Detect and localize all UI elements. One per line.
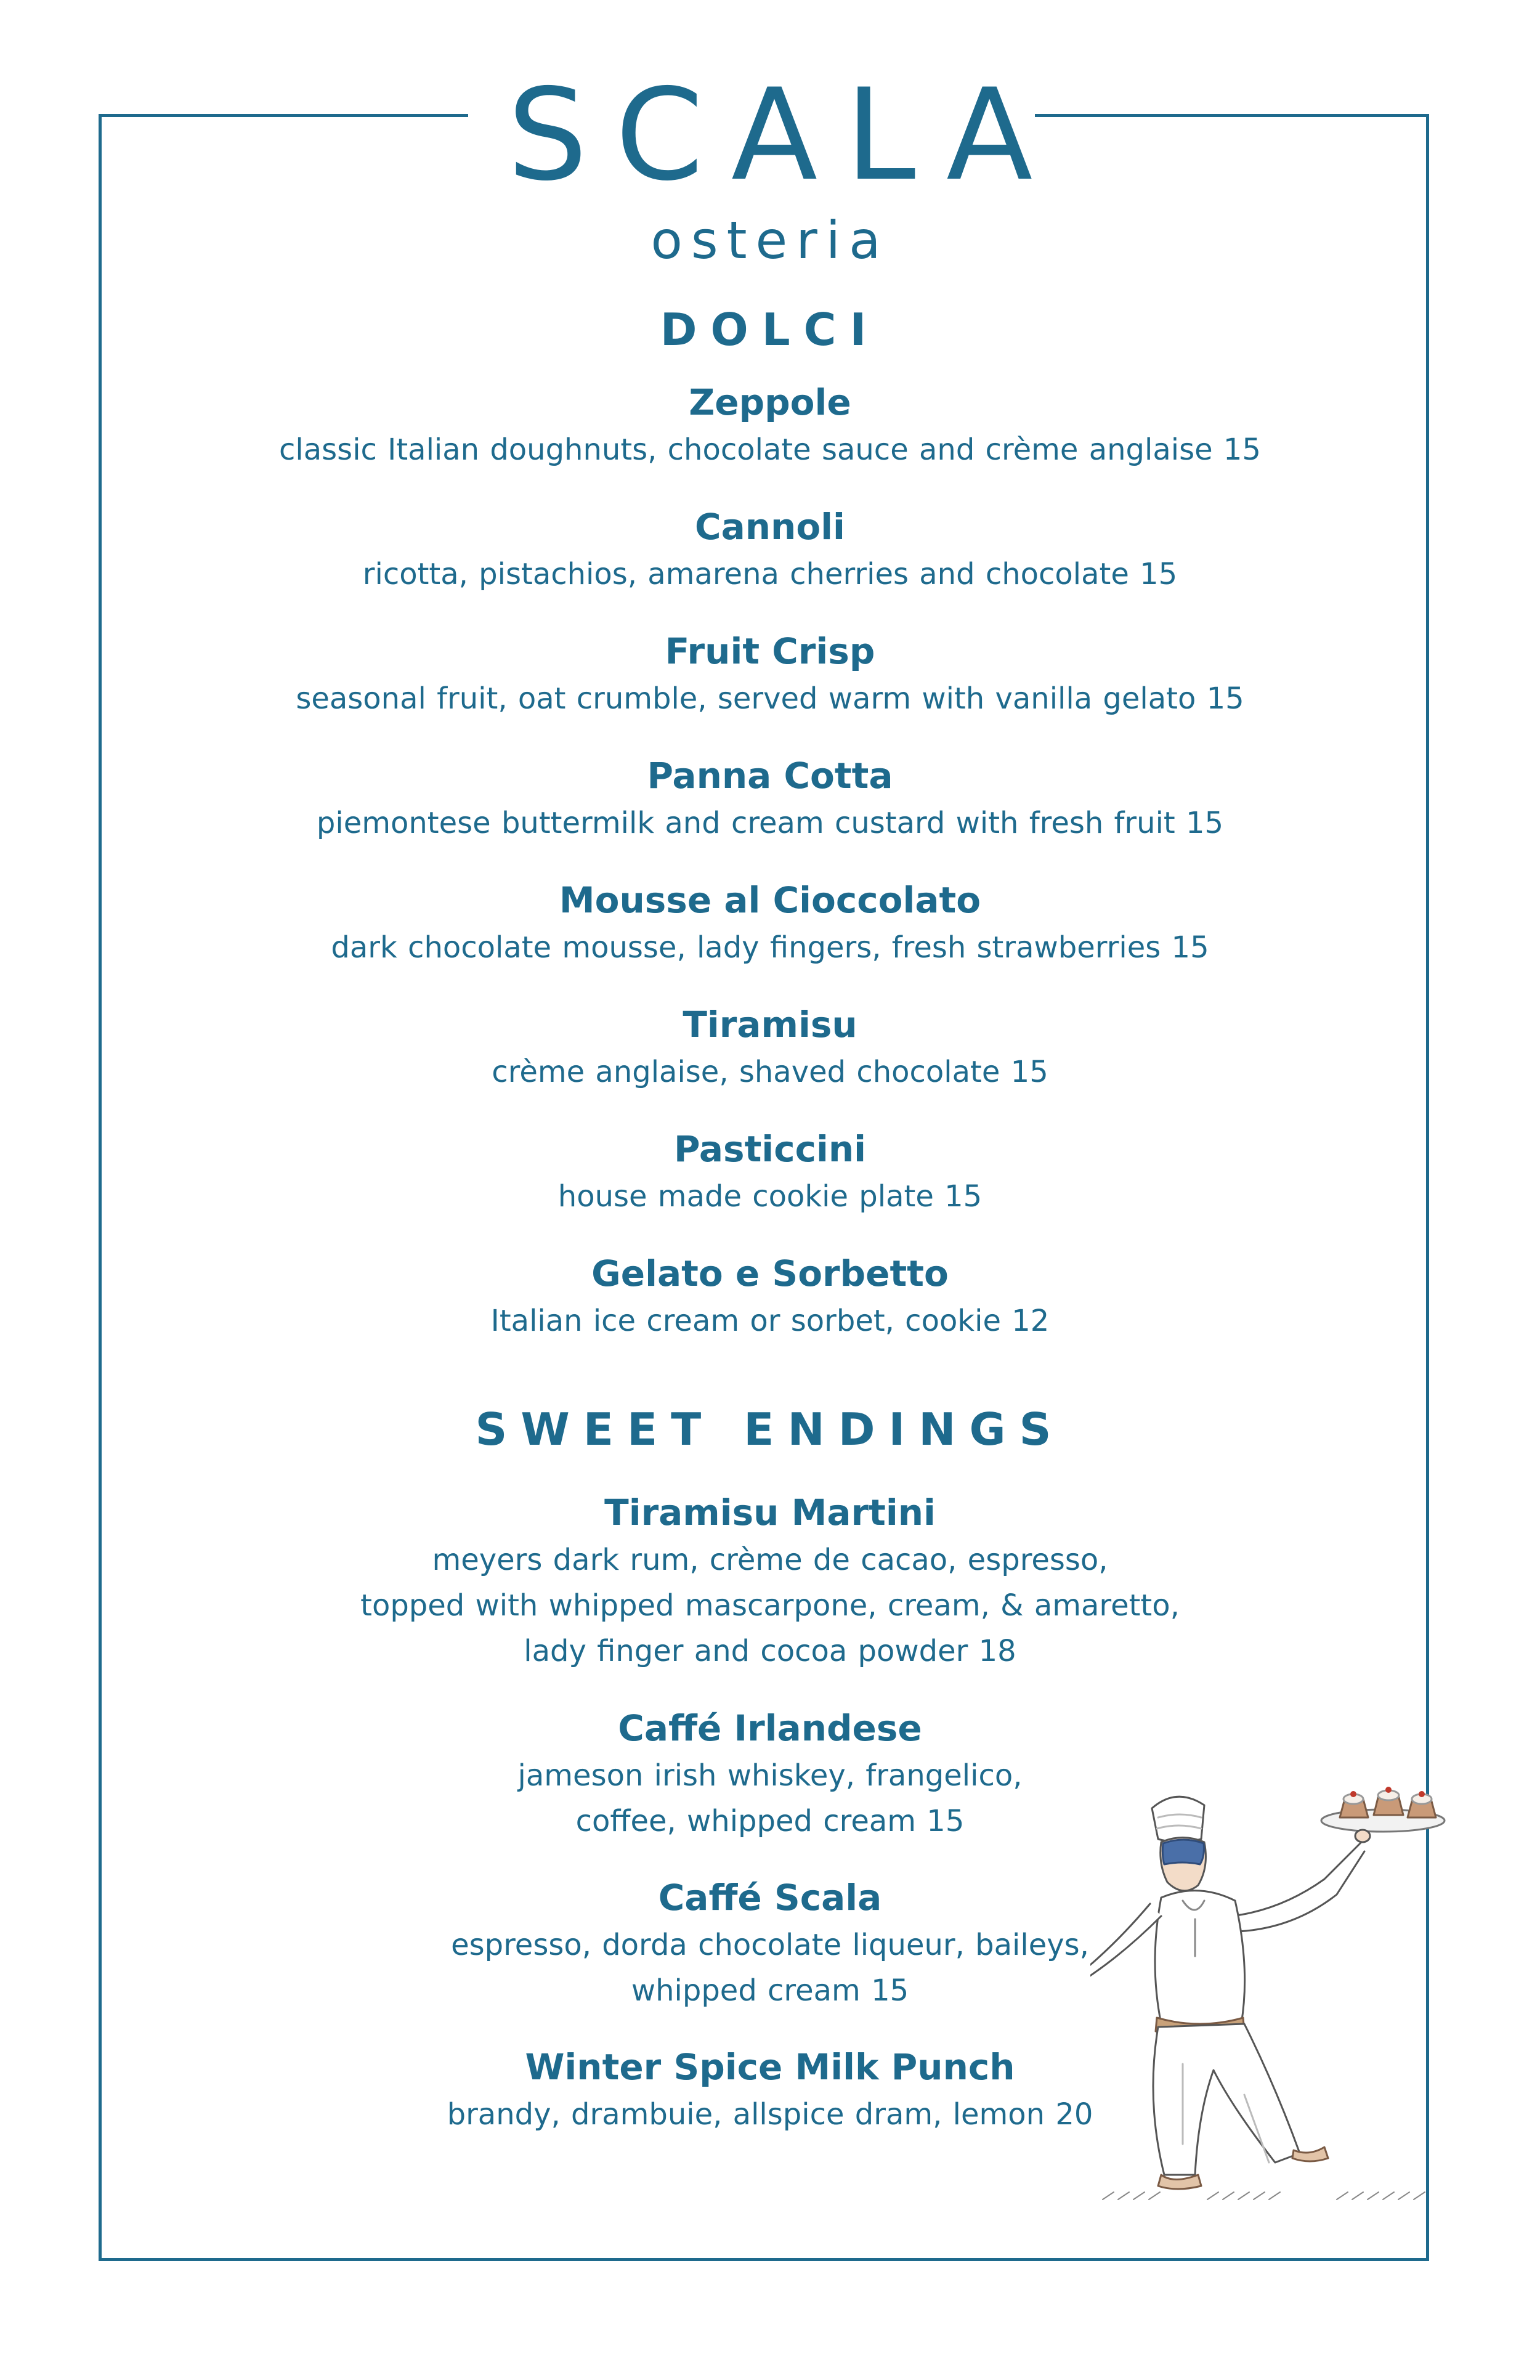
menu-item-fruit-crisp — [0, 627, 1540, 721]
item-desc: Italian ice cream or sorbet, cookie 12 — [490, 1304, 1050, 1338]
item-desc: classic Italian doughnuts, chocolate sauce and crème anglaise 15 — [279, 433, 1261, 467]
section-title-sweet-endings: SWEET ENDINGS — [475, 1403, 1065, 1455]
menu-item-mousse — [0, 875, 1540, 970]
item-name: Tiramisu Martini — [604, 1492, 936, 1533]
item-desc: seasonal fruit, oat crumble, served warm with vanilla gelato 15 — [296, 681, 1244, 716]
item-desc-line: jameson irish whiskey, frangelico, — [517, 1758, 1023, 1793]
item-name: Tiramisu — [683, 1004, 857, 1046]
item-name: Fruit Crisp — [665, 630, 875, 672]
item-name: Panna Cotta — [647, 755, 893, 797]
menu-item-tiramisu-martini — [0, 1488, 1540, 1674]
item-name: Cannoli — [695, 506, 845, 548]
item-desc-line: brandy, drambuie, allspice dram, lemon 20 — [447, 2097, 1093, 2132]
item-desc: crème anglaise, shaved chocolate 15 — [492, 1055, 1048, 1089]
item-name: Gelato e Sorbetto — [591, 1253, 949, 1294]
item-name: Zeppole — [689, 381, 851, 423]
item-desc-line: espresso, dorda chocolate liqueur, baileys, — [451, 1928, 1089, 1962]
item-desc: dark chocolate mousse, lady fingers, fresh strawberries 15 — [331, 930, 1209, 965]
menu-item-panna-cotta — [0, 751, 1540, 846]
menu-item-cannoli — [0, 502, 1540, 597]
item-desc-line: lady finger and cocoa powder 18 — [524, 1634, 1016, 1668]
menu-item-zeppole — [0, 378, 1540, 473]
menu-item-pasticcini — [0, 1124, 1540, 1219]
logo-subtitle: osteria — [650, 210, 890, 270]
logo — [0, 62, 1540, 274]
logo-name: SCALA — [507, 62, 1061, 209]
item-desc: piemontese buttermilk and cream custard with fresh fruit 15 — [316, 806, 1224, 840]
item-desc-line: meyers dark rum, crème de cacao, espresso, — [432, 1543, 1108, 1577]
item-desc: ricotta, pistachios, amarena cherries and chocolate 15 — [362, 557, 1178, 591]
item-desc-line: whipped cream 15 — [631, 1973, 909, 2008]
item-name: Mousse al Cioccolato — [559, 879, 981, 921]
section-title-dolci: DOLCI — [660, 304, 880, 355]
item-name: Caffé Scala — [658, 1877, 882, 1919]
item-desc-line: coffee, whipped cream 15 — [575, 1804, 965, 1838]
item-desc: house made cookie plate 15 — [557, 1179, 983, 1214]
item-name: Pasticcini — [673, 1128, 867, 1170]
item-name: Winter Spice Milk Punch — [525, 2046, 1015, 2088]
item-name: Caffé Irlandese — [618, 1707, 922, 1749]
menu-item-gelato — [0, 1249, 1540, 1344]
item-desc-line: topped with whipped mascarpone, cream, & amaretto, — [360, 1588, 1180, 1623]
waiter-illustration — [1090, 1774, 1497, 2218]
menu-item-tiramisu — [0, 1000, 1540, 1095]
